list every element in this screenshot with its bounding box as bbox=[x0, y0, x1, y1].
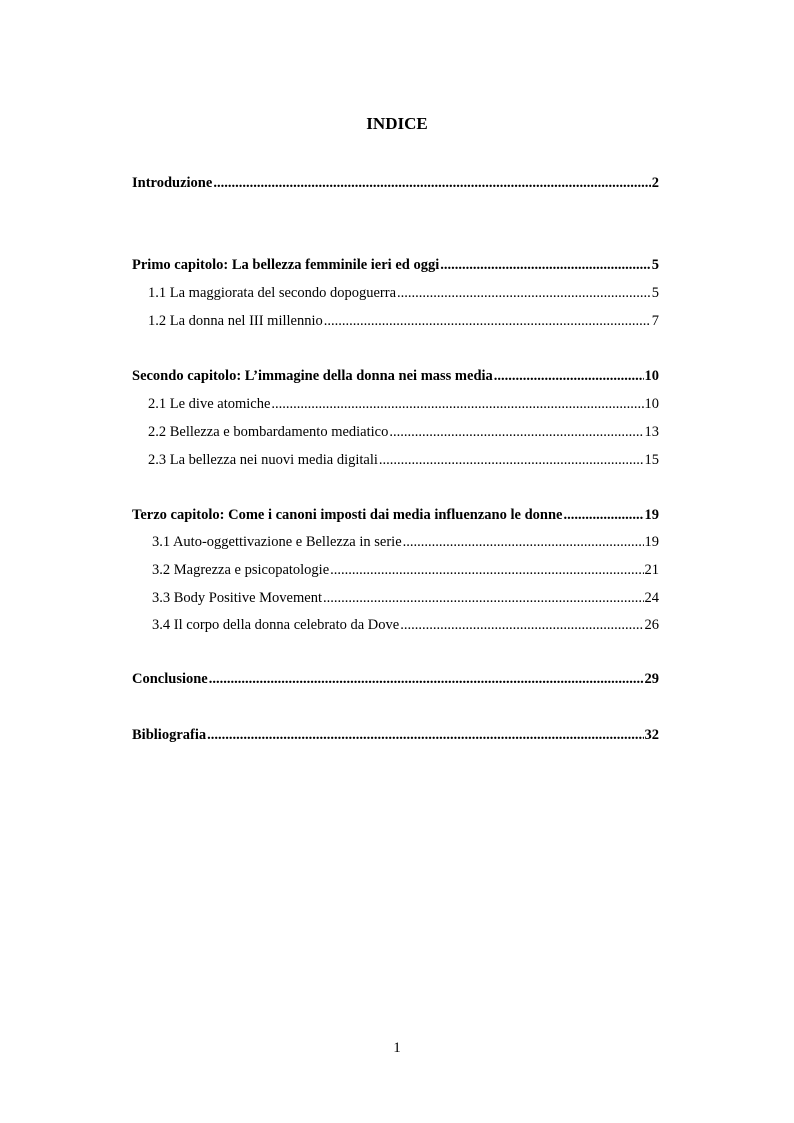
toc-leader-dots bbox=[494, 368, 644, 385]
toc-entry-bibliografia[interactable] bbox=[132, 727, 659, 744]
toc-entry-2-3[interactable] bbox=[148, 452, 659, 469]
toc-entry-label: 2.3 La bellezza nei nuovi media digitali bbox=[148, 452, 378, 468]
toc-leader-dots bbox=[400, 617, 643, 634]
toc-entry-label: 3.1 Auto-oggettivazione e Bellezza in serie bbox=[152, 534, 402, 550]
toc-leader-dots bbox=[440, 257, 651, 274]
toc-entry-page: 26 bbox=[644, 617, 659, 633]
toc-entry-page: 13 bbox=[644, 424, 659, 440]
toc-entry-chapter-3[interactable] bbox=[132, 507, 659, 524]
toc-entry-label: Primo capitolo: La bellezza femminile ieri ed oggi bbox=[132, 257, 440, 273]
toc-entry-label: 2.2 Bellezza e bombardamento mediatico bbox=[148, 424, 389, 440]
toc-entry-introduzione[interactable] bbox=[132, 175, 659, 192]
toc-entry-page: 10 bbox=[644, 396, 659, 412]
toc-leader-dots bbox=[389, 424, 643, 441]
toc-entry-label: 1.2 La donna nel III millennio bbox=[148, 313, 323, 329]
toc-leader-dots bbox=[324, 313, 651, 330]
toc-entry-chapter-2[interactable] bbox=[132, 368, 659, 385]
toc-entry-conclusione[interactable] bbox=[132, 671, 659, 688]
toc-entry-page: 32 bbox=[644, 727, 659, 743]
toc-entry-page: 24 bbox=[644, 590, 659, 606]
toc-entry-label: Secondo capitolo: L’immagine della donna nei mass media bbox=[132, 368, 493, 384]
toc-entry-3-4[interactable] bbox=[152, 617, 659, 634]
toc-entry-page: 29 bbox=[644, 671, 659, 687]
toc-entry-page: 21 bbox=[644, 562, 659, 578]
toc-entry-label: 3.3 Body Positive Movement bbox=[152, 590, 322, 606]
toc-leader-dots bbox=[397, 285, 651, 302]
toc-entry-page: 19 bbox=[644, 534, 659, 550]
toc-entry-1-1[interactable] bbox=[148, 285, 659, 302]
toc-entry-page: 2 bbox=[651, 175, 659, 191]
toc-entry-page: 5 bbox=[651, 257, 659, 273]
toc-entry-page: 7 bbox=[651, 313, 659, 329]
toc-entry-1-2[interactable] bbox=[148, 313, 659, 330]
toc-entry-3-2[interactable] bbox=[152, 562, 659, 579]
toc-entry-3-3[interactable] bbox=[152, 590, 659, 607]
page-title: INDICE bbox=[366, 114, 428, 133]
toc-leader-dots bbox=[213, 175, 650, 192]
toc-entry-label: 3.4 Il corpo della donna celebrato da Dove bbox=[152, 617, 400, 633]
toc-entry-2-2[interactable] bbox=[148, 424, 659, 441]
toc-entry-3-1[interactable] bbox=[152, 534, 659, 551]
toc-entry-2-1[interactable] bbox=[148, 396, 659, 413]
toc-entry-page: 19 bbox=[644, 507, 659, 523]
toc-entry-label: 1.1 La maggiorata del secondo dopoguerra bbox=[148, 285, 397, 301]
toc-leader-dots bbox=[379, 452, 644, 469]
toc-entry-label: 2.1 Le dive atomiche bbox=[148, 396, 271, 412]
toc-entry-label: 3.2 Magrezza e psicopatologie bbox=[152, 562, 330, 578]
toc-leader-dots bbox=[403, 534, 644, 551]
toc-leader-dots bbox=[330, 562, 643, 579]
toc-entry-label: Terzo capitolo: Come i canoni imposti dai media influenzano le donne bbox=[132, 507, 563, 523]
toc-leader-dots bbox=[209, 671, 644, 688]
toc-entry-label: Bibliografia bbox=[132, 727, 207, 743]
page-number: 1 bbox=[393, 1040, 401, 1056]
toc-entry-label: Introduzione bbox=[132, 175, 213, 191]
toc-leader-dots bbox=[271, 396, 643, 413]
toc-entry-label: Conclusione bbox=[132, 671, 208, 687]
toc-leader-dots bbox=[563, 507, 643, 524]
toc-entry-chapter-1[interactable] bbox=[132, 257, 659, 274]
toc-leader-dots bbox=[207, 727, 643, 744]
toc-entry-page: 15 bbox=[644, 452, 659, 468]
toc-leader-dots bbox=[323, 590, 644, 607]
toc-entry-page: 10 bbox=[644, 368, 659, 384]
toc-entry-page: 5 bbox=[651, 285, 659, 301]
